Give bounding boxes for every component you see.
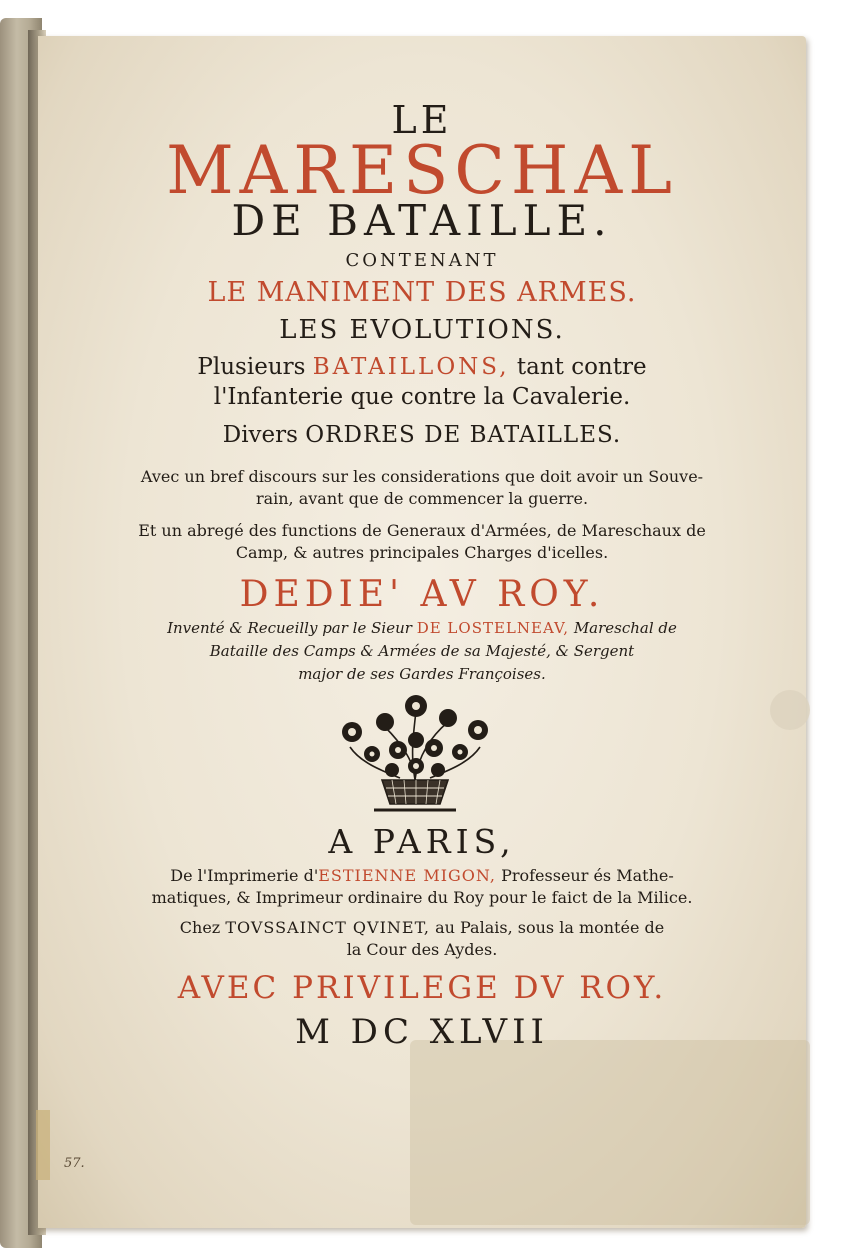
text-bookseller: TOVSSAINCT QVINET, [225, 918, 430, 937]
privilege: AVEC PRIVILEGE DV ROY. [177, 970, 667, 1006]
line-avec-2: rain, avant que de commencer la guerre. [255, 489, 589, 508]
title-le: LE [391, 98, 453, 142]
line-abrege-2: Camp, & autres principales Charges d'icelles. [235, 543, 609, 562]
line-infanterie: l'Infanterie que contre la Cavalerie. [213, 384, 631, 410]
imprint-place: A PARIS, [328, 822, 516, 861]
paper-stain [770, 690, 810, 730]
text-bataillons: BATAILLONS, [312, 354, 510, 380]
line-avec-1: Avec un bref discours sur les considerations que doit avoir un Souve- [140, 467, 704, 486]
subtitle-maniment: LE MANIMENT DES ARMES. [207, 277, 637, 308]
text-ordres: ORDRES DE BATAILLES. [305, 422, 622, 448]
line-invente-1 [38, 619, 806, 637]
paper-stain [410, 1040, 810, 1225]
line-plusieurs [38, 354, 806, 380]
dedication: DEDIE' AV ROY. [239, 574, 605, 615]
text-tant-contre: tant contre [516, 354, 647, 380]
text-chez-a: Chez [179, 918, 221, 937]
text-invente-a: Inventé & Recueilly par le Sieur [167, 619, 412, 637]
flower-basket-icon [330, 692, 500, 817]
text-impr-a: De l'Imprimerie d' [170, 866, 319, 885]
line-divers [38, 422, 806, 448]
text-divers: Divers [222, 422, 298, 448]
text-chez-b: au Palais, sous la montée de [435, 918, 665, 937]
title-de-bataille: DE BATAILLE. [231, 196, 613, 245]
text-author: DE LOSTELNEAV, [416, 619, 570, 637]
paper-stain [36, 1110, 50, 1180]
text-impr-b: Professeur és Mathe- [501, 866, 674, 885]
imprint-year: M DC XLVII [295, 1012, 549, 1052]
line-imprimerie-1 [38, 866, 806, 885]
text-plusieurs: Plusieurs [197, 354, 306, 380]
text-invente-b: Mareschal de [573, 619, 677, 637]
line-chez-1 [38, 918, 806, 937]
title-mareschal: MARESCHAL [166, 132, 678, 209]
line-abrege-1: Et un abregé des functions de Generaux d'Armées, de Mareschaux de [138, 521, 706, 540]
subtitle-evolutions: LES EVOLUTIONS. [279, 315, 565, 345]
line-imprimerie-2: matiques, & Imprimeur ordinaire du Roy pour le faict de la Milice. [151, 888, 693, 907]
subtitle-contenant: CONTENANT [345, 250, 499, 271]
line-invente-3: major de ses Gardes Françoises. [298, 665, 546, 683]
folio-note: 57. [64, 1156, 85, 1171]
text-printer: ESTIENNE MIGON, [318, 866, 496, 885]
line-invente-2: Bataille des Camps & Armées de sa Majesté, & Sergent [209, 642, 635, 660]
line-chez-2: la Cour des Aydes. [346, 940, 498, 959]
